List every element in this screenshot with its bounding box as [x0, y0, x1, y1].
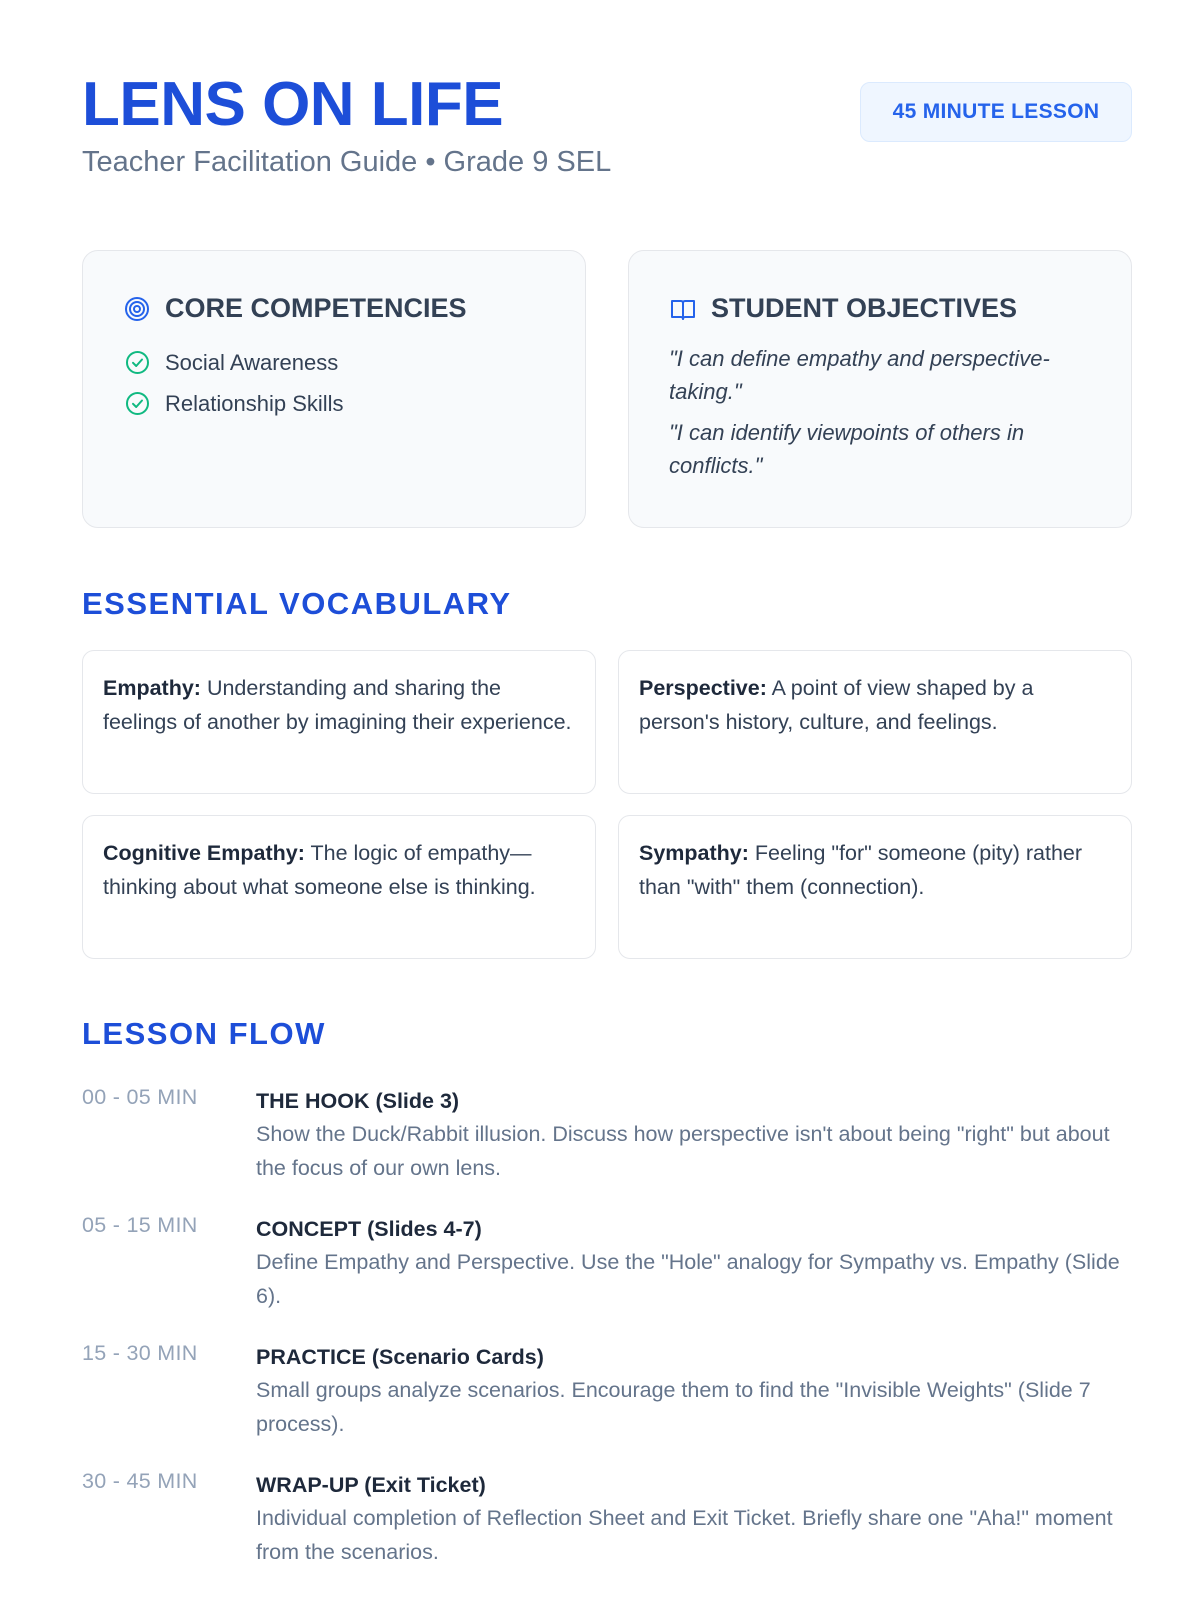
vocab-term: Cognitive Empathy:	[103, 841, 305, 865]
competency-label: Social Awareness	[165, 349, 339, 375]
vocab-card-perspective	[618, 650, 1132, 794]
step-body	[256, 1213, 1126, 1313]
step-time: 30 - 45 MIN	[82, 1469, 198, 1493]
vocabulary-section-title: ESSENTIAL VOCABULARY	[82, 586, 512, 621]
vocab-card-cognitive-empathy	[82, 815, 596, 959]
page-subtitle: Teacher Facilitation Guide • Grade 9 SEL	[82, 146, 612, 178]
step-body	[256, 1085, 1126, 1185]
core-competencies-header	[123, 293, 545, 324]
target-icon	[123, 295, 151, 323]
step-title: PRACTICE (Scenario Cards)	[256, 1345, 544, 1369]
step-title: CONCEPT (Slides 4-7)	[256, 1217, 482, 1241]
page-title: LENS ON LIFE	[82, 70, 504, 139]
step-title: THE HOOK (Slide 3)	[256, 1089, 460, 1113]
lesson-flow-section-title: LESSON FLOW	[82, 1016, 326, 1051]
competency-label: Relationship Skills	[165, 390, 344, 416]
step-body	[256, 1341, 1126, 1441]
student-objectives-card	[628, 250, 1132, 528]
competency-item	[123, 342, 545, 383]
check-circle-icon	[123, 349, 151, 377]
step-time: 15 - 30 MIN	[82, 1341, 198, 1365]
vocab-definition: Understanding and sharing the feelings of another by imagining their experience.	[103, 676, 572, 734]
student-objectives-header	[669, 293, 1091, 324]
core-competencies-card	[82, 250, 586, 528]
check-circle-icon	[123, 390, 151, 418]
student-objectives-title: STUDENT OBJECTIVES	[711, 293, 1018, 323]
vocab-term: Perspective:	[639, 676, 767, 700]
vocab-term: Sympathy:	[639, 841, 749, 865]
step-title: WRAP-UP (Exit Ticket)	[256, 1473, 486, 1497]
vocab-definition: The logic of empathy—thinking about what someone else is thinking.	[103, 841, 536, 899]
open-book-icon	[669, 295, 697, 323]
competency-item	[123, 383, 545, 424]
objective-item: "I can define empathy and perspective-taking."	[669, 346, 1050, 404]
vocab-definition: A point of view shaped by a person's history, culture, and feelings.	[639, 676, 1034, 734]
vocab-card-sympathy	[618, 815, 1132, 959]
step-description: Small groups analyze scenarios. Encourage them to find the "Invisible Weights" (Slide 7 process).	[256, 1378, 1091, 1436]
header	[82, 70, 1132, 179]
step-description: Individual completion of Reflection Sheet and Exit Ticket. Briefly share one "Aha!" moment from the scenarios.	[256, 1506, 1113, 1564]
step-description: Show the Duck/Rabbit illusion. Discuss how perspective isn't about being "right" but about the focus of our own lens.	[256, 1122, 1110, 1180]
lesson-duration-badge: 45 MINUTE LESSON	[860, 82, 1132, 142]
vocab-card-empathy	[82, 650, 596, 794]
vocab-definition: Feeling "for" someone (pity) rather than "with" them (connection).	[639, 841, 1083, 899]
step-description: Define Empathy and Perspective. Use the "Hole" analogy for Sympathy vs. Empathy (Slide 6).	[256, 1250, 1120, 1308]
objective-item: "I can identify viewpoints of others in conflicts."	[669, 420, 1025, 478]
vocab-term: Empathy:	[103, 676, 201, 700]
step-body	[256, 1469, 1126, 1569]
step-time: 00 - 05 MIN	[82, 1085, 198, 1109]
step-time: 05 - 15 MIN	[82, 1213, 198, 1237]
core-competencies-title: CORE COMPETENCIES	[165, 293, 467, 323]
